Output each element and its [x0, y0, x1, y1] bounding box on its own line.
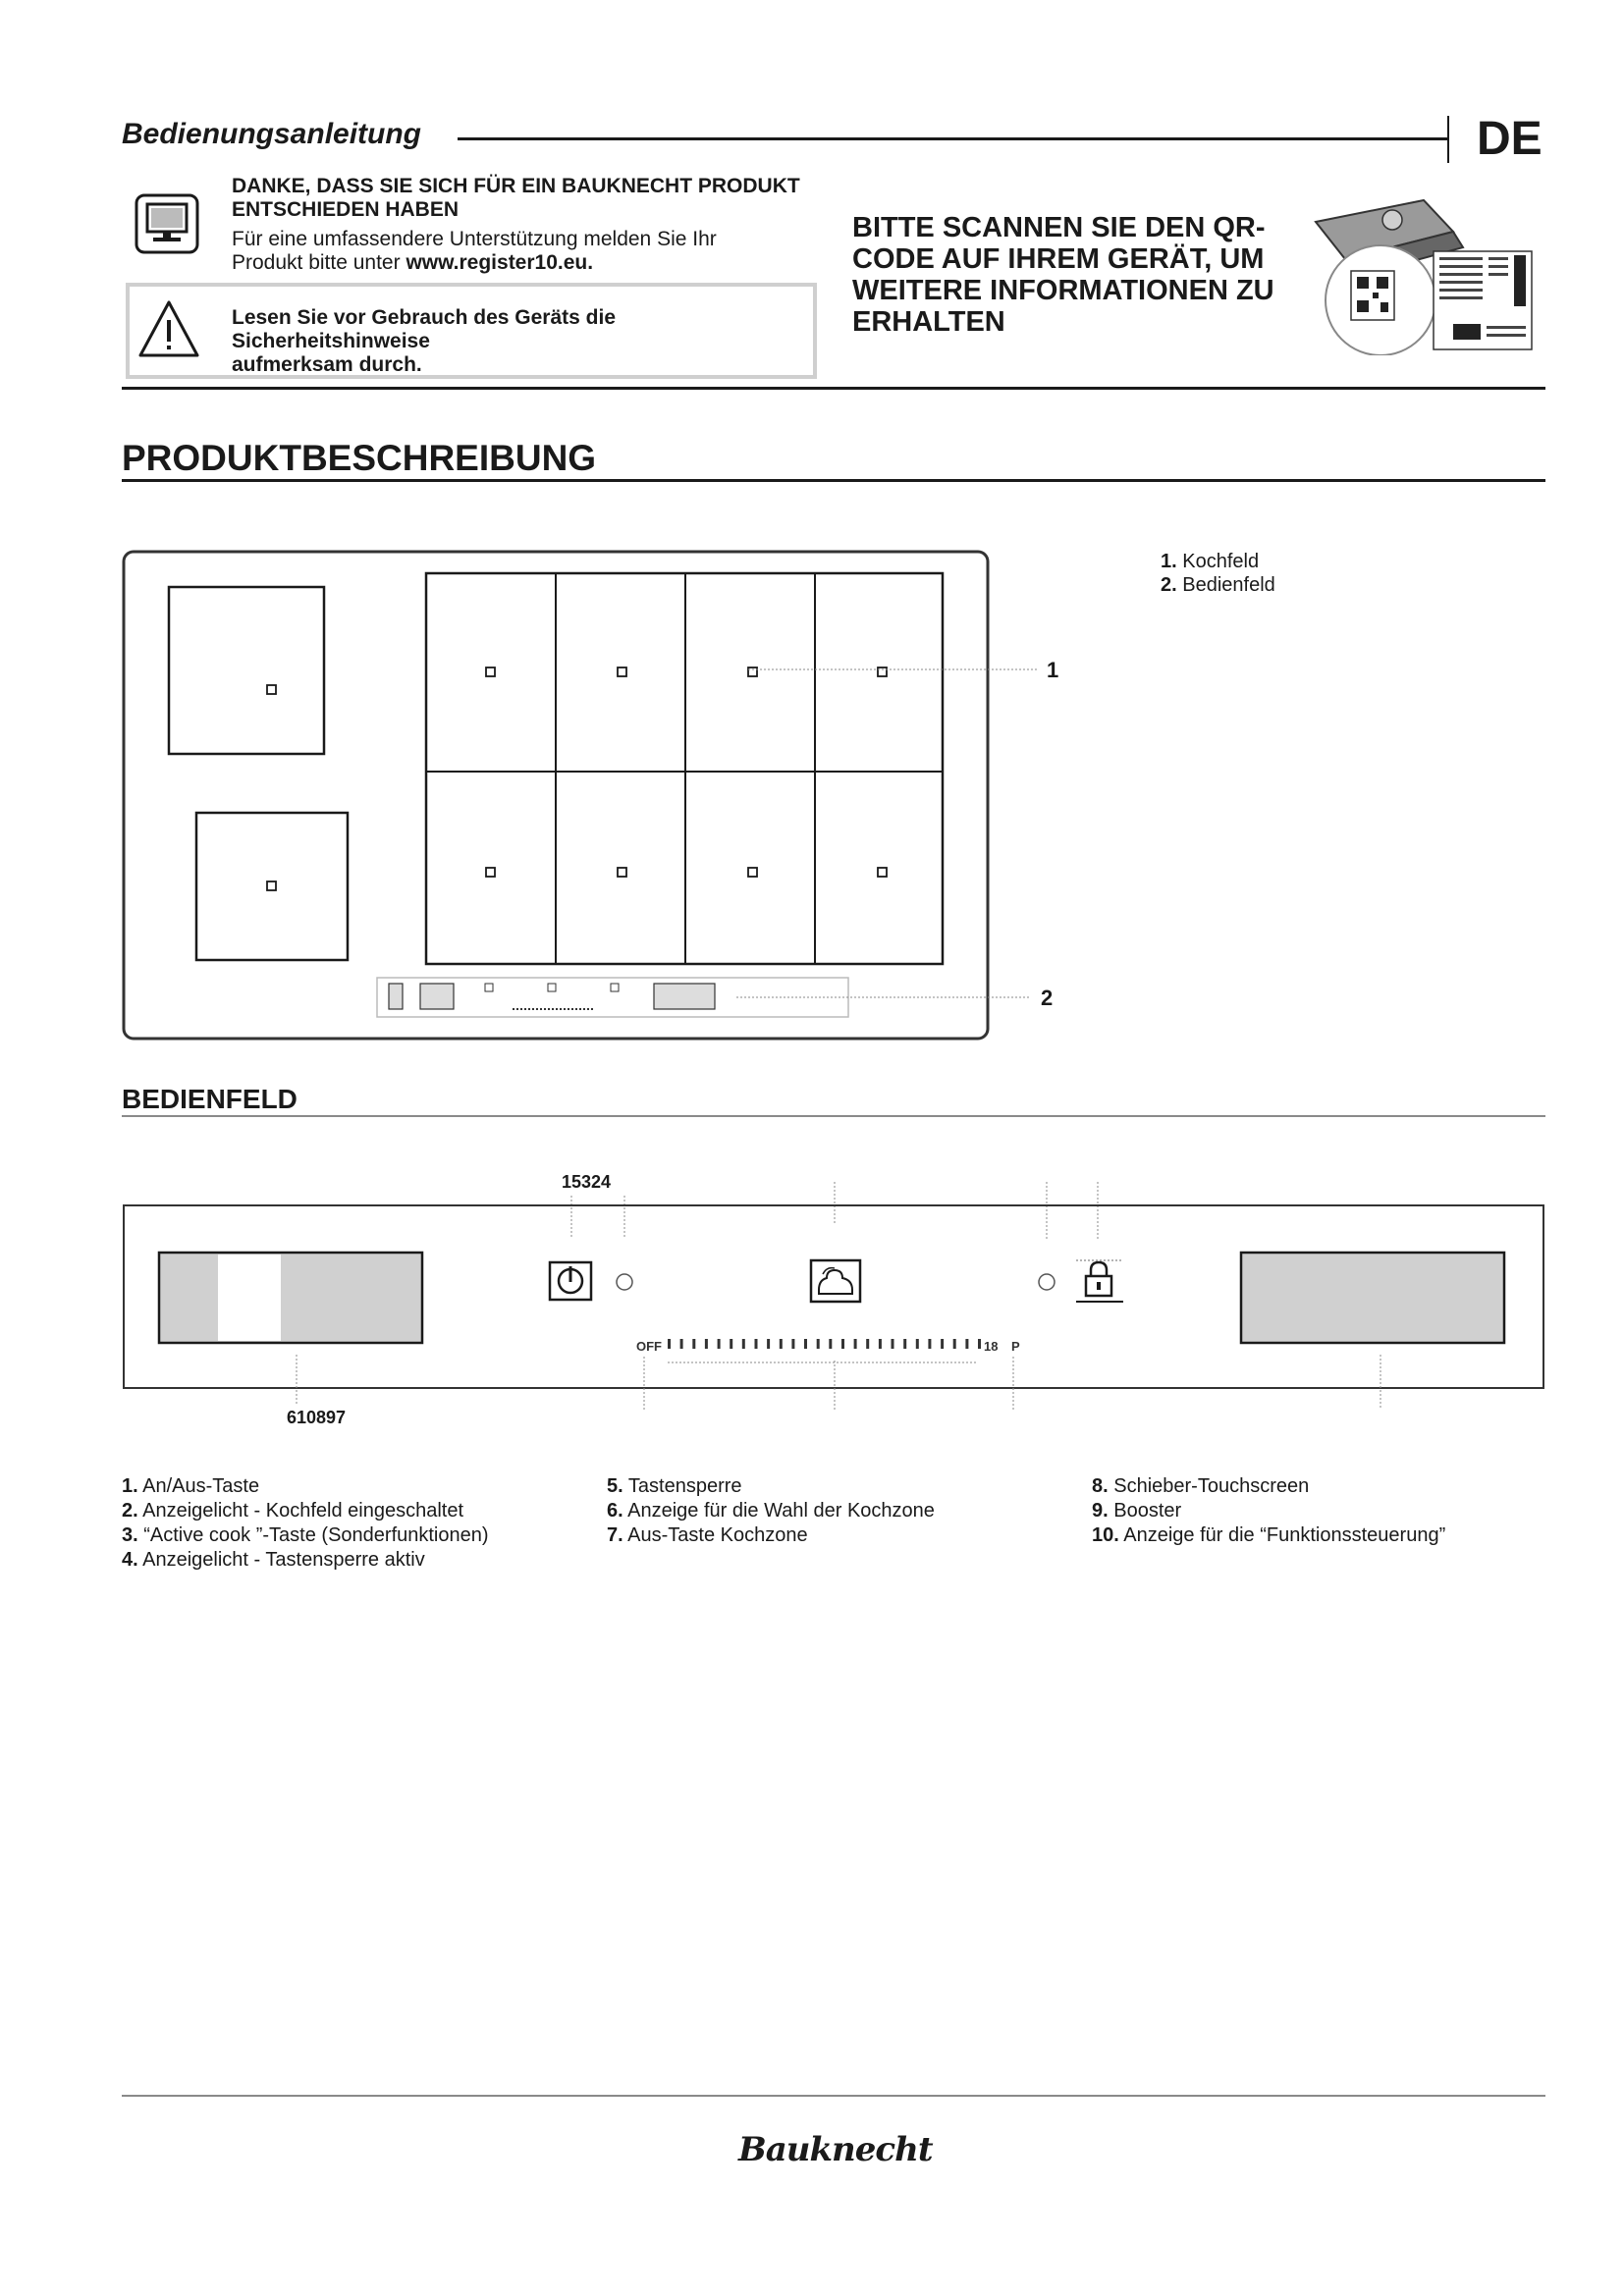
slider-segment[interactable] [705, 1339, 708, 1349]
qr-line: CODE AUF IHREM GERÄT, UM [852, 243, 1265, 275]
slider-segment[interactable] [879, 1339, 882, 1349]
slider-max-label: 18 [984, 1339, 999, 1354]
language-code: DE [1477, 113, 1543, 165]
legend-column-2 [607, 1474, 935, 1548]
register-text-line: Für eine umfassendere Unterstützung melden Sie Ihr [232, 228, 717, 250]
slider-segment[interactable] [978, 1339, 981, 1349]
legend-item: 9. Booster [1092, 1500, 1182, 1522]
header-rule [458, 137, 1447, 140]
lock-icon[interactable] [1076, 1260, 1123, 1302]
manual-title: Bedienungsanleitung [122, 118, 422, 150]
slider-segment[interactable] [965, 1339, 968, 1349]
legend-item: 2. Anzeigelicht - Kochfeld eingeschaltet [122, 1500, 464, 1522]
legend-column-3 [1092, 1474, 1445, 1548]
product-legend-item: 2. Bedienfeld [1161, 574, 1275, 596]
slider-touchscreen[interactable] [668, 1339, 981, 1349]
slider-segment[interactable] [953, 1339, 956, 1349]
slider-segment[interactable] [854, 1339, 857, 1349]
control-panel-diagram [118, 1164, 1551, 1423]
register-text-line [232, 251, 821, 275]
hob-diagram [118, 546, 1080, 1046]
slider-segment[interactable] [692, 1339, 695, 1349]
legend-item: 7. Aus-Taste Kochzone [607, 1524, 808, 1546]
slider-segment[interactable] [718, 1339, 721, 1349]
footer-rule [122, 2095, 1545, 2097]
slider-segment[interactable] [767, 1339, 770, 1349]
legend-item: 6. Anzeige für die Wahl der Kochzone [607, 1500, 935, 1522]
slider-segment[interactable] [928, 1339, 931, 1349]
qr-line: WEITERE INFORMATIONEN ZU [852, 275, 1274, 306]
lock-indicator [1039, 1274, 1055, 1290]
product-heading: PRODUKTBESCHREIBUNG [122, 438, 597, 478]
slider-segment[interactable] [941, 1339, 944, 1349]
slider-segment[interactable] [680, 1339, 683, 1349]
qr-line: ERHALTEN [852, 306, 1005, 338]
legend-item: 5. Tastensperre [607, 1475, 742, 1497]
register-prefix: Produkt bitte unter [232, 251, 406, 274]
product-legend [1161, 550, 1275, 597]
product-heading-rule [122, 479, 1545, 482]
monitor-icon [134, 192, 200, 255]
legend-item: 8. Schieber-Touchscreen [1092, 1475, 1310, 1497]
slider-off-label: OFF [636, 1339, 662, 1354]
section-separator [122, 387, 1545, 390]
panel-callout-top: 15324 [562, 1172, 612, 1192]
slider-segment[interactable] [791, 1339, 794, 1349]
thanks-title-line: DANKE, DASS SIE SICH FÜR EIN BAUKNECHT PRODUKT [232, 175, 800, 197]
hob-on-indicator [617, 1274, 632, 1290]
qr-line: BITTE SCANNEN SIE DEN QR- [852, 212, 1266, 243]
warning-line: aufmerksam durch. [232, 353, 422, 376]
panel-callout-bottom: 610897 [287, 1408, 347, 1423]
register-url[interactable]: www.register10.eu. [406, 251, 594, 274]
slider-segment[interactable] [916, 1339, 919, 1349]
hob-callout-2: 2 [1041, 986, 1054, 1010]
slider-segment[interactable] [866, 1339, 869, 1349]
product-legend-item: 1. Kochfeld [1161, 551, 1260, 572]
warning-icon [137, 298, 200, 359]
slider-segment[interactable] [841, 1339, 844, 1349]
legend-column-1 [122, 1474, 489, 1573]
warning-text [232, 306, 811, 377]
slider-segment[interactable] [817, 1339, 820, 1349]
slider-segment[interactable] [829, 1339, 832, 1349]
slider-segment[interactable] [804, 1339, 807, 1349]
hob-callout-1: 1 [1047, 658, 1059, 682]
slider-segment[interactable] [903, 1339, 906, 1349]
qr-label-illustration [1306, 192, 1547, 355]
qr-instruction [852, 212, 1304, 338]
brand-logo: Bauknecht [738, 2130, 933, 2169]
header-tick [1447, 116, 1449, 163]
slider-segment[interactable] [780, 1339, 783, 1349]
warning-line: Lesen Sie vor Gebrauch des Geräts die Sicherheitshinweise [232, 306, 616, 352]
panel-heading-rule [122, 1115, 1545, 1117]
active-cook-icon[interactable] [811, 1260, 860, 1302]
legend-item: 3. “Active cook ”-Taste (Sonderfunktionen) [122, 1524, 489, 1546]
legend-item: 10. Anzeige für die “Funktionssteuerung” [1092, 1524, 1446, 1546]
slider-segment[interactable] [755, 1339, 758, 1349]
thanks-title [232, 175, 821, 222]
panel-heading: BEDIENFELD [122, 1084, 298, 1114]
register-text [232, 228, 821, 275]
power-icon[interactable] [550, 1262, 591, 1300]
legend-item: 1. An/Aus-Taste [122, 1475, 260, 1497]
thanks-title-line: ENTSCHIEDEN HABEN [232, 198, 460, 221]
slider-segment[interactable] [892, 1339, 894, 1349]
slider-p-label: P [1011, 1339, 1020, 1354]
slider-segment[interactable] [668, 1339, 671, 1349]
legend-item: 4. Anzeigelicht - Tastensperre aktiv [122, 1549, 425, 1571]
slider-segment[interactable] [742, 1339, 745, 1349]
slider-segment[interactable] [730, 1339, 732, 1349]
